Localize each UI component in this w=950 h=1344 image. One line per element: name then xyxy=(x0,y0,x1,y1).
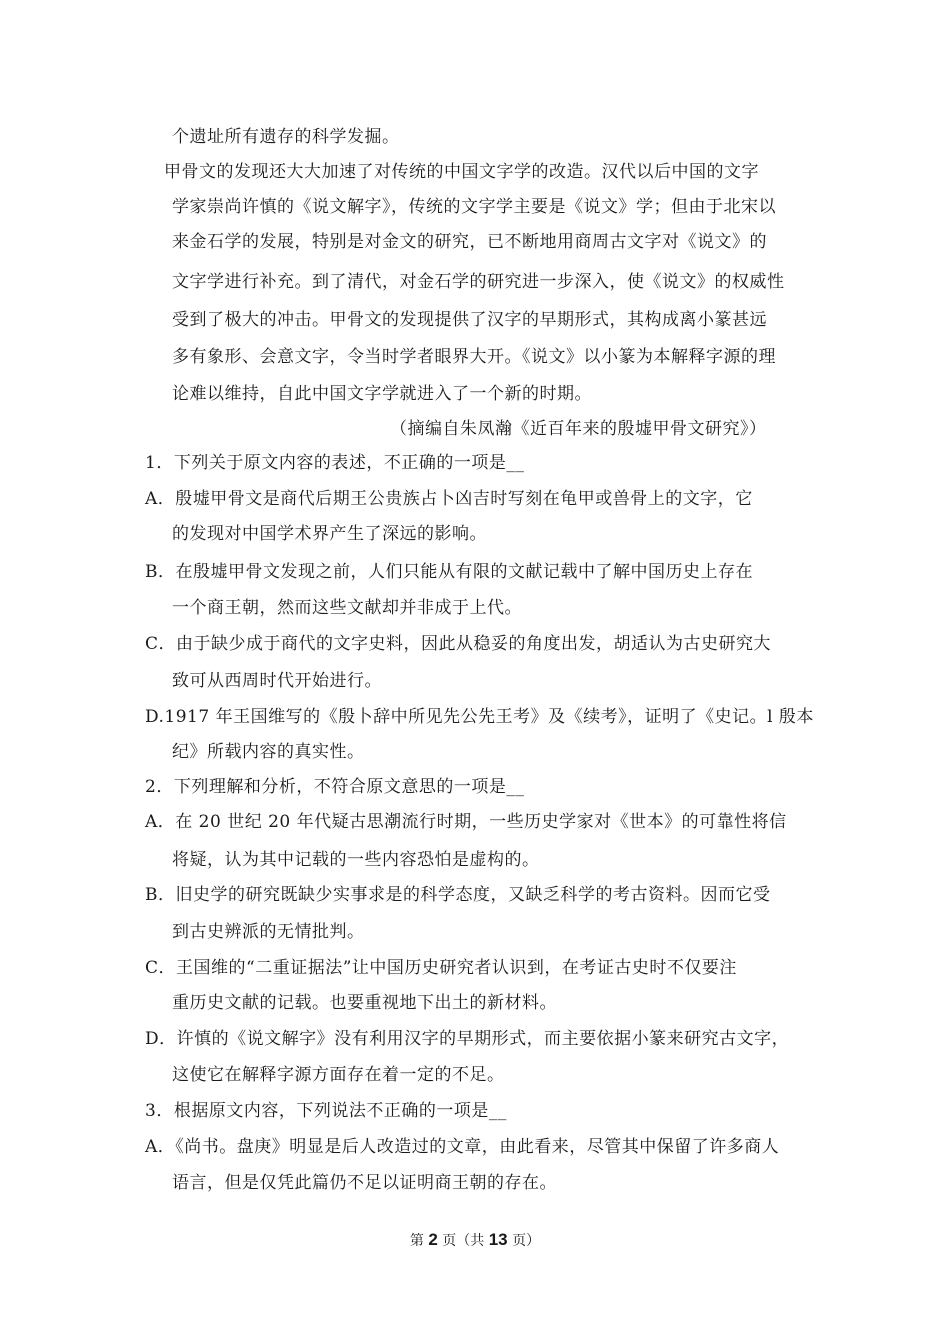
question-2-option-c-cont: 重历史文献的记载。也要重视地下出土的新材料。 xyxy=(172,993,557,1013)
question-2-option-b-cont: 到古史辨派的无情批判。 xyxy=(172,922,365,942)
question-1-option-a-cont: 的发现对中国学术界产生了深远的影响。 xyxy=(172,524,487,544)
footer-suffix: 页） xyxy=(512,1233,541,1249)
question-2-option-d: D．许慎的《说文解字》没有利用汉字的早期形式，而主要依据小篆来研究古文字， xyxy=(145,1029,790,1049)
question-1-stem: 1．下列关于原文内容的表述，不正确的一项是__ xyxy=(145,453,525,473)
question-2-option-c: C．王国维的“二重证据法”让中国历史研究者认识到，在考证古史时不仅要注 xyxy=(145,958,737,978)
passage-line: 多有象形、会意文字，令当时学者眼界大开。《说文》以小篆为本解释字源的理 xyxy=(172,347,776,367)
passage-source: （摘编自朱凤瀚《近百年来的殷墟甲骨文研究》） xyxy=(390,419,767,439)
question-1-option-c-cont: 致可从西周时代开始进行。 xyxy=(172,671,382,691)
footer-page-number: 2 xyxy=(428,1230,438,1249)
question-2-option-a-cont: 将疑，认为其中记载的一些内容恐怕是虚构的。 xyxy=(172,850,540,870)
passage-line: 学家崇尚许慎的《说文解字》，传统的文字学主要是《说文》学；但由于北宋以 xyxy=(172,197,776,217)
question-1-option-d-cont: 纪》所载内容的真实性。 xyxy=(172,742,365,762)
question-1-option-b: B．在殷墟甲骨文发现之前，人们只能从有限的文献记载中了解中国历史上存在 xyxy=(145,562,753,582)
passage-line: 受到了极大的冲击。甲骨文的发现提供了汉字的早期形式，其构成离小篆甚远 xyxy=(172,310,767,330)
question-3-option-a-cont: 语言，但是仅凭此篇仍不足以证明商王朝的存在。 xyxy=(172,1173,557,1193)
passage-line: 甲骨文的发现还大大加速了对传统的中国文字学的改造。汉代以后中国的文字 xyxy=(164,162,759,182)
passage-line: 个遗址所有遗存的科学发掘。 xyxy=(172,127,400,147)
question-1-option-c: C．由于缺少成于商代的文字史料，因此从稳妥的角度出发，胡适认为古史研究大 xyxy=(145,634,772,654)
footer-mid: 页（共 xyxy=(442,1233,485,1249)
question-1-option-d: D.1917 年王国维写的《殷卜辞中所见先公先王考》及《续考》，证明了《史记。l 殷本 xyxy=(145,707,814,727)
footer-total-pages: 13 xyxy=(488,1230,508,1249)
question-2-option-d-cont: 这使它在解释字源方面存在着一定的不足。 xyxy=(172,1065,505,1085)
question-2-option-b: B．旧史学的研究既缺少实事求是的科学态度，又缺乏科学的考古资料。因而它受 xyxy=(145,885,771,905)
page-footer xyxy=(0,1230,950,1251)
passage-line: 来金石学的发展，特别是对金文的研究，已不断地用商周古文字对《说文》的 xyxy=(172,232,767,252)
question-3-stem: 3．根据原文内容，下列说法不正确的一项是__ xyxy=(145,1101,507,1121)
footer-prefix: 第 xyxy=(409,1233,424,1249)
passage-line: 文字学进行补充。到了清代，对金石学的研究进一步深入，使《说文》的权威性 xyxy=(172,272,785,292)
question-1-option-a: A．殷墟甲骨文是商代后期王公贵族占卜凶吉时写刻在龟甲或兽骨上的文字，它 xyxy=(145,489,753,509)
question-3-option-a: A．《尚书。盘庚》明显是后人改造过的文章，由此看来，尽管其中保留了许多商人 xyxy=(145,1137,780,1157)
passage-line: 论难以维持，自此中国文字学就进入了一个新的时期。 xyxy=(172,384,592,404)
question-2-option-a: A．在 20 世纪 20 年代疑古思潮流行时期，一些历史学家对《世本》的可靠性将信 xyxy=(145,812,787,832)
question-1-option-b-cont: 一个商王朝，然而这些文献却并非成于上代。 xyxy=(172,598,522,618)
question-2-stem: 2．下列理解和分析，不符合原文意思的一项是__ xyxy=(145,777,525,797)
